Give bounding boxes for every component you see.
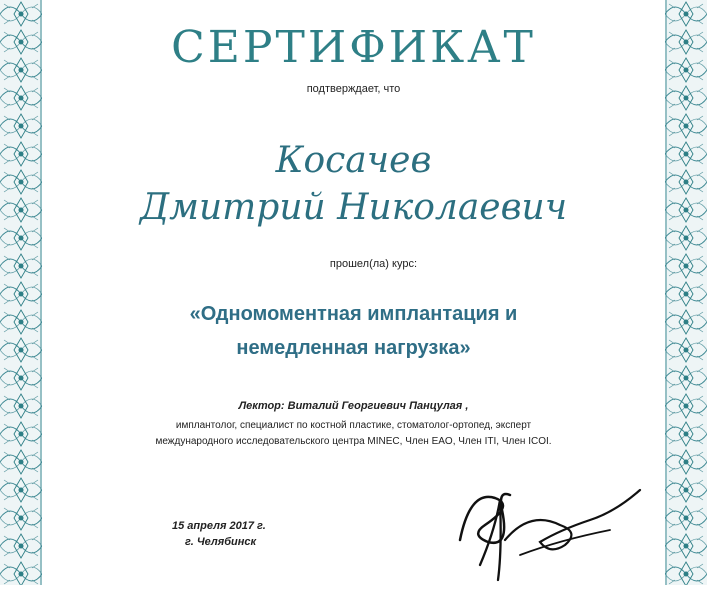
course-title	[0, 297, 707, 365]
lecturer-description-line-1: имплантолог, специалист по костной пластике, стоматолог-ортопед, эксперт	[175, 420, 532, 431]
issue-city: г. Челябинск	[185, 536, 257, 548]
recipient-given-names: Дмитрий Николаевич	[139, 187, 568, 228]
course-title-line-2: немедленная нагрузка»	[236, 337, 471, 359]
certificate-title: СЕРТИФИКАТ	[171, 22, 536, 73]
course-title-line-1: «Одномоментная имплантация и	[189, 303, 518, 325]
lecturer-name: Лектор: Виталий Георгиевич Панцулая ,	[238, 400, 469, 412]
completed-course-label: прошел(ла) курс:	[329, 258, 417, 270]
lecturer-description-line-2: международного исследовательского центра MINEC, Член EAO, Член ITI, Член ICOI.	[155, 436, 552, 447]
lecturer-description	[0, 418, 707, 450]
issue-date: 15 апреля 2017 г.	[172, 520, 266, 532]
lecturer-signature	[440, 470, 660, 585]
confirms-text: подтверждает, что	[306, 83, 401, 95]
recipient-surname: Косачев	[275, 140, 432, 181]
